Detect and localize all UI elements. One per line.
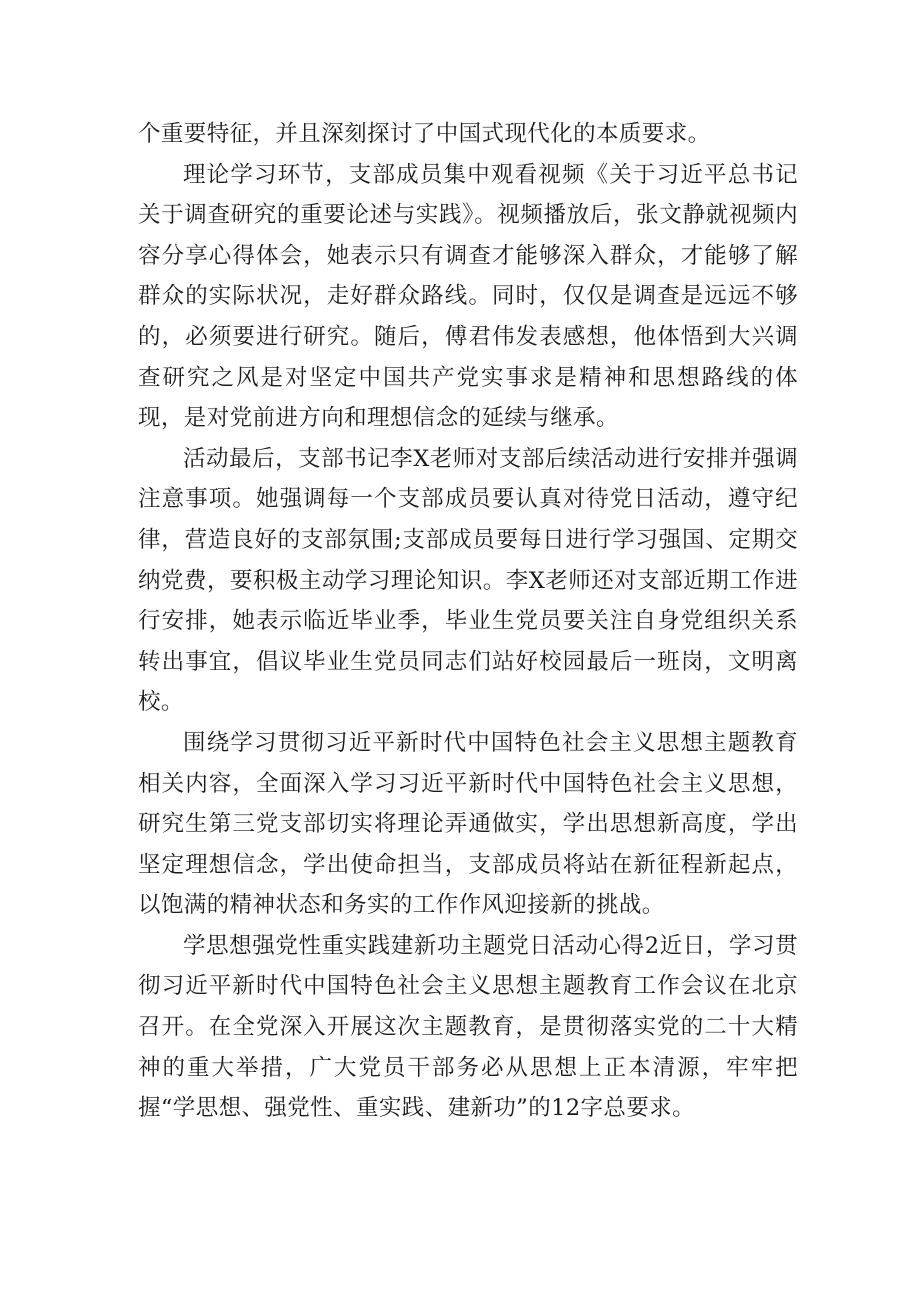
document-body (138, 114, 798, 1129)
paragraph-activity-closing: 活动最后，支部书记李X老师对支部后续活动进行安排并强调注意事项。她强调每一个支部成员要认真对待党日活动，遵守纪律，营造良好的支部氛围;支部成员要每日进行学习强国、定期交纳党费，要积极主动学习理论知识。李X老师还对支部近期工作进行安排，她表示临近毕业季，毕业生党员要关注自身党组织关系转出事宜，倡议毕业生党员同志们站好校园最后一班岗，文明离校。 (138, 445, 798, 716)
paragraph-theory-study: 理论学习环节，支部成员集中观看视频《关于习近平总书记关于调查研究的重要论述与实践》。视频播放后，张文静就视频内容分享心得体会，她表示只有调查才能够深入群众，才能够了解群众的实际状况，走好群众路线。同时，仅仅是调查是远远不够的，必须要进行研究。随后，傅君伟发表感想，他体悟到大兴调查研究之风是对坚定中国共产党实事求是精神和思想路线的体现，是对党前进方向和理想信念的延续与继承。 (138, 161, 798, 432)
paragraph-reflection-2: 学思想强党性重实践建新功主题党日活动心得2近日，学习贯彻习近平新时代中国特色社会主义思想主题教育工作会议在北京召开。在全党深入开展这次主题教育，是贯彻落实党的二十大精神的重大举措，广大党员干部务必从思想上正本清源，牢牢把握“学思想、强党性、重实践、建新功”的12字总要求。 (138, 932, 798, 1122)
paragraph-summary: 围绕学习贯彻习近平新时代中国特色社会主义思想主题教育相关内容，全面深入学习习近平新时代中国特色社会主义思想，研究生第三党支部切实将理论弄通做实，学出思想新高度，学出坚定理想信念，学出使命担当，支部成员将站在新征程新起点，以饱满的精神状态和务实的工作作风迎接新的挑战。 (138, 729, 798, 919)
paragraph-continuation: 个重要特征，并且深刻探讨了中国式现代化的本质要求。 (138, 121, 711, 147)
